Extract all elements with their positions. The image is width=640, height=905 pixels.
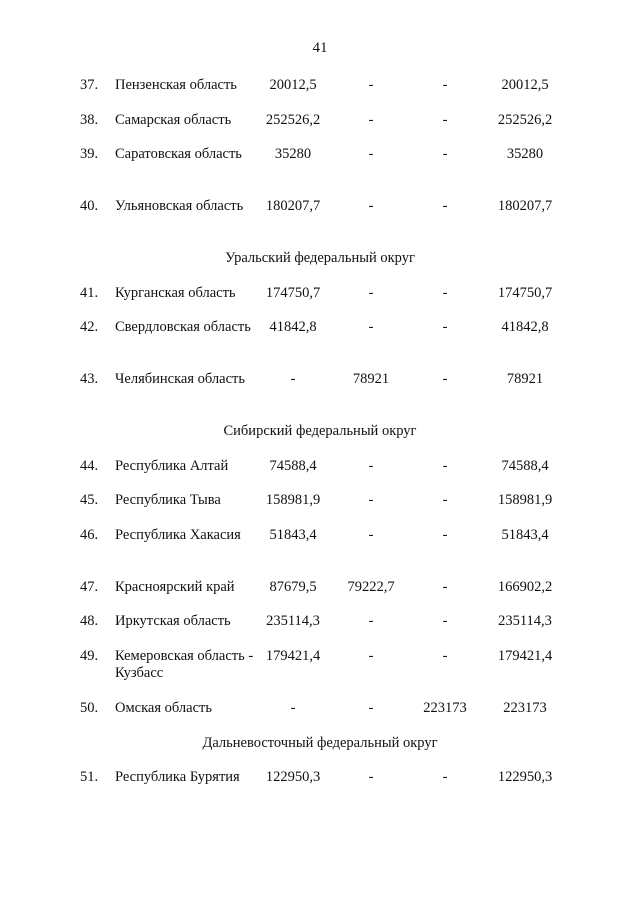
value-col-1: 158981,9	[265, 492, 321, 508]
region-name: Красноярский край	[115, 579, 235, 595]
value-col-1: 235114,3	[266, 613, 320, 629]
row-number: 37.	[80, 77, 99, 93]
row-number: 49.	[80, 648, 99, 664]
region-name: Челябинская область	[115, 371, 245, 387]
row-number: 48.	[80, 613, 99, 629]
value-col-1: 122950,3	[265, 769, 321, 785]
value-total: 41842,8	[501, 319, 549, 335]
row-number: 38.	[80, 112, 99, 128]
value-col-1: 51843,4	[269, 527, 317, 543]
value-col-3: -	[442, 371, 448, 387]
row-number: 43.	[80, 371, 99, 387]
region-name: Омская область	[115, 700, 212, 716]
value-col-1: 180207,7	[265, 198, 321, 214]
region-name: Ульяновская область	[115, 198, 244, 214]
value-col-3: -	[442, 613, 448, 629]
value-total: 74588,4	[501, 458, 549, 474]
value-col-2: -	[368, 769, 374, 785]
value-col-1: 41842,8	[269, 319, 317, 335]
region-name: Республика Тыва	[115, 492, 221, 508]
value-col-1: 74588,4	[269, 458, 317, 474]
value-col-3: 223173	[423, 700, 467, 716]
row-number: 47.	[80, 579, 99, 595]
value-col-3: -	[442, 77, 448, 93]
value-total: 158981,9	[497, 492, 553, 508]
region-name: Кемеровская область - Кузбасс	[115, 648, 254, 681]
value-total: 122950,3	[497, 769, 553, 785]
value-col-3: -	[442, 285, 448, 301]
value-col-2: 78921	[352, 371, 390, 387]
value-col-3: -	[442, 458, 448, 474]
value-col-2: -	[368, 492, 374, 508]
value-total: 35280	[506, 146, 544, 162]
value-col-3: -	[442, 579, 448, 595]
value-col-3: -	[442, 648, 448, 664]
region-name: Курганская область	[115, 285, 236, 301]
row-number: 50.	[80, 700, 99, 716]
value-total: 174750,7	[497, 285, 553, 301]
value-col-2: -	[368, 648, 374, 664]
value-col-2: -	[368, 527, 374, 543]
value-col-2: -	[368, 319, 374, 335]
region-name: Самарская область	[115, 112, 232, 128]
value-total: 166902,2	[497, 579, 553, 595]
value-col-1: 252526,2	[265, 112, 321, 128]
value-col-2: -	[368, 285, 374, 301]
row-number: 45.	[80, 492, 99, 508]
value-col-2: -	[368, 458, 374, 474]
value-col-1: -	[290, 371, 296, 387]
value-col-1: 87679,5	[269, 579, 317, 595]
value-col-2: -	[368, 77, 374, 93]
value-col-1: -	[290, 700, 296, 716]
row-number: 44.	[80, 458, 99, 474]
value-col-1: 179421,4	[265, 648, 321, 664]
value-total: 78921	[506, 371, 544, 387]
row-number: 39.	[80, 146, 99, 162]
value-col-3: -	[442, 769, 448, 785]
region-name: Республика Алтай	[115, 458, 229, 474]
value-col-3: -	[442, 319, 448, 335]
region-name: Иркутская область	[115, 613, 231, 629]
region-name: Пензенская область	[115, 77, 237, 93]
value-total: 252526,2	[497, 112, 553, 128]
value-total: 223173	[503, 700, 547, 716]
page-number: 41	[312, 40, 328, 56]
region-name: Саратовская область	[115, 146, 242, 162]
value-col-2: -	[368, 700, 374, 716]
value-col-3: -	[442, 146, 448, 162]
value-col-2: -	[368, 112, 374, 128]
section-heading-siberia: Сибирский федеральный округ	[223, 423, 417, 439]
row-number: 46.	[80, 527, 99, 543]
row-number: 40.	[80, 198, 99, 214]
value-col-3: -	[442, 492, 448, 508]
row-number: 42.	[80, 319, 99, 335]
value-col-3: -	[442, 198, 448, 214]
value-col-3: -	[442, 112, 448, 128]
value-total: 20012,5	[501, 77, 549, 93]
value-col-1: 35280	[274, 146, 312, 162]
value-col-1: 20012,5	[269, 77, 317, 93]
value-col-2: -	[368, 146, 374, 162]
value-col-2: -	[368, 198, 374, 214]
value-total: 51843,4	[501, 527, 549, 543]
value-total: 179421,4	[497, 648, 553, 664]
row-number: 51.	[80, 769, 99, 785]
value-col-2: -	[368, 613, 374, 629]
value-total: 235114,3	[498, 613, 552, 629]
row-number: 41.	[80, 285, 99, 301]
region-name: Республика Бурятия	[115, 769, 240, 785]
region-name: Свердловская область	[115, 319, 251, 335]
region-name: Республика Хакасия	[115, 527, 241, 543]
section-heading-ural: Уральский федеральный округ	[225, 250, 415, 266]
section-heading-far-east: Дальневосточный федеральный округ	[202, 735, 438, 751]
value-col-2: 79222,7	[347, 579, 395, 595]
value-col-1: 174750,7	[265, 285, 321, 301]
value-total: 180207,7	[497, 198, 553, 214]
value-col-3: -	[442, 527, 448, 543]
